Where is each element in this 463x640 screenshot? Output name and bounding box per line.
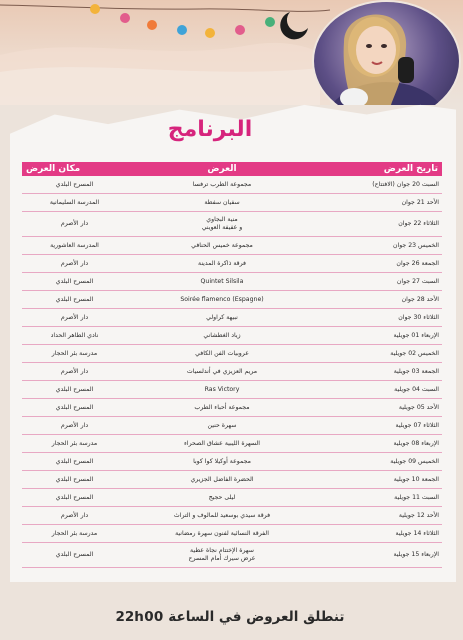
row-show: مجموعة الطرب ترفسا [127, 176, 317, 194]
row-show: مريم العزيزي في أندلسيات [127, 363, 317, 381]
row-date: الأحد 12 جويلية [317, 507, 442, 525]
header-show: العرض [127, 162, 317, 176]
row-show: الحضرة الفاضل الجزيري [127, 471, 317, 489]
row-show: سهرة حنين [127, 417, 317, 435]
row-venue: المسرح البلدي [22, 453, 127, 471]
row-date: الأحد 21 جوان [317, 194, 442, 212]
row-venue: دار الأصرم [22, 212, 127, 237]
row-show: Ras Victory [127, 381, 317, 399]
table-row [22, 363, 442, 381]
table-row [22, 489, 442, 507]
table-row [22, 435, 442, 453]
row-venue: المسرح البلدي [22, 273, 127, 291]
row-date: الأحد 28 جوان [317, 291, 442, 309]
row-show: ليلى حجيج [127, 489, 317, 507]
header-banner [0, 0, 463, 105]
row-venue: مدرسة بئر الحجار [22, 435, 127, 453]
row-show: نبيهة كراولي [127, 309, 317, 327]
table-row [22, 309, 442, 327]
table-row [22, 381, 442, 399]
row-show: السهرة الليبية عشاق الصحراء [127, 435, 317, 453]
row-venue: المسرح البلدي [22, 489, 127, 507]
row-show-line2: عرض سيرك أمام المسرح [188, 555, 256, 562]
footer-note: تنطلق العروض في الساعة 22h00 [115, 609, 345, 625]
row-show-line1: منية البجاوي [206, 216, 238, 223]
table-row [22, 255, 442, 273]
row-show: سفيان سفطة [127, 194, 317, 212]
row-date: السبت 04 جويلية [317, 381, 442, 399]
row-show [127, 543, 317, 568]
row-date: الثلاثاء 07 جويلية [317, 417, 442, 435]
row-show: مجموعة أوكيلا كوا كوبا [127, 453, 317, 471]
row-venue: دار الأصرم [22, 363, 127, 381]
table-row [22, 212, 442, 237]
row-venue: المسرح البلدي [22, 543, 127, 568]
row-date: الجمعة 03 جويلية [317, 363, 442, 381]
row-show: زياد الغطشاني [127, 327, 317, 345]
row-venue: المدرسة السليمانية [22, 194, 127, 212]
table-row [22, 176, 442, 194]
row-venue: دار الأصرم [22, 255, 127, 273]
row-date: الخميس 09 جويلية [317, 453, 442, 471]
row-date: الثلاثاء 30 جوان [317, 309, 442, 327]
table-row [22, 327, 442, 345]
row-date: السبت 20 جوان (الافتتاح) [317, 176, 442, 194]
row-date: الإربعاء 01 جويلية [317, 327, 442, 345]
table-row [22, 417, 442, 435]
page-title: البرنامج [167, 117, 253, 142]
table-row [22, 471, 442, 489]
table-header-row [22, 162, 442, 176]
row-date: الإربعاء 08 جويلية [317, 435, 442, 453]
row-venue: المدرسة العاشورية [22, 237, 127, 255]
row-show: Soirée flamenco (Espagne) [127, 291, 317, 309]
crescent-moon-icon [280, 12, 308, 39]
row-venue: المسرح البلدي [22, 471, 127, 489]
row-show [127, 212, 317, 237]
table-row [22, 543, 442, 568]
header-date: تاريخ العرض [317, 162, 442, 176]
row-show: Quintet Silsila [127, 273, 317, 291]
row-date: الجمعة 10 جويلية [317, 471, 442, 489]
row-date: الجمعة 26 جوان [317, 255, 442, 273]
table-row [22, 273, 442, 291]
row-show-line2: و عفيفة العويني [201, 224, 243, 231]
row-venue: دار الأصرم [22, 417, 127, 435]
row-venue: المسرح البلدي [22, 176, 127, 194]
table-row [22, 525, 442, 543]
row-show: فرقة ذاكرة المدينة [127, 255, 317, 273]
table-row [22, 345, 442, 363]
program-table [22, 162, 442, 568]
row-show: مجموعة أحباء الطرب [127, 399, 317, 417]
row-date: الخميس 23 جوان [317, 237, 442, 255]
row-date: الثلاثاء 14 جويلية [317, 525, 442, 543]
row-venue: دار الأصرم [22, 507, 127, 525]
table-row [22, 194, 442, 212]
row-date: الثلاثاء 22 جوان [317, 212, 442, 237]
table-row [22, 399, 442, 417]
row-date: الإربعاء 15 جويلية [317, 543, 442, 568]
row-date: الأحد 05 جويلية [317, 399, 442, 417]
row-show: الفرقة النسائية لفنون سهرة رمضانية [127, 525, 317, 543]
row-venue: المسرح البلدي [22, 291, 127, 309]
row-venue: دار الأصرم [22, 309, 127, 327]
row-venue: مدرسة بئر الحجار [22, 525, 127, 543]
row-show: مجموعة خميس الحنافي [127, 237, 317, 255]
row-date: الخميس 02 جويلية [317, 345, 442, 363]
row-show-line1: سهرة الإختتام نجاة عطية [190, 547, 254, 554]
row-venue: المسرح البلدي [22, 399, 127, 417]
table-row [22, 291, 442, 309]
table-row [22, 507, 442, 525]
row-venue: نادي الطاهر الحداد [22, 327, 127, 345]
row-date: السبت 11 جويلية [317, 489, 442, 507]
table-row [22, 237, 442, 255]
row-show: فرقة سيدي بوسعيد للمالوف و التراث [127, 507, 317, 525]
row-show: عروبيات الفن الكافي [127, 345, 317, 363]
header-venue: مكان العرض [22, 162, 127, 176]
row-venue: المسرح البلدي [22, 381, 127, 399]
row-date: السبت 27 جوان [317, 273, 442, 291]
row-venue: مدرسة بئر الحجار [22, 345, 127, 363]
table-row [22, 453, 442, 471]
